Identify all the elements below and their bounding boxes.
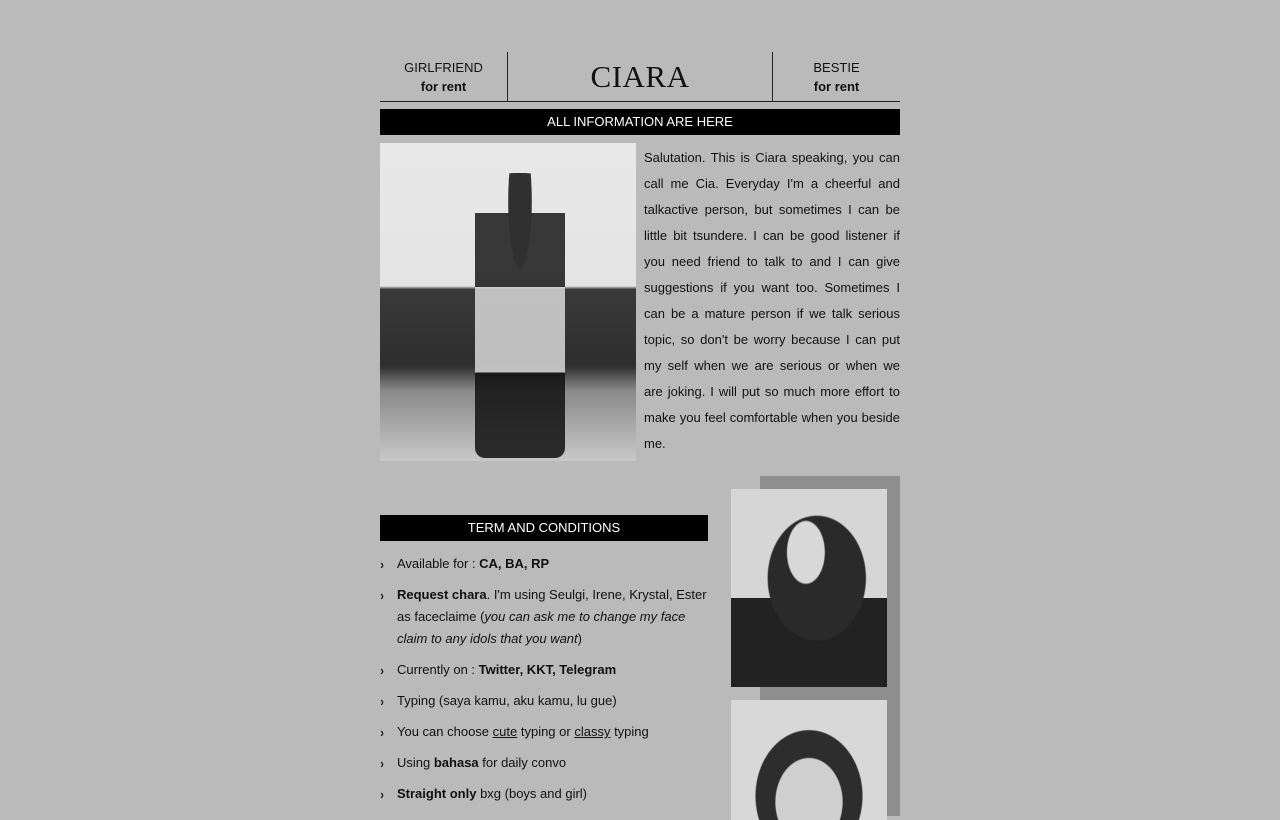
item-bold: Request chara (397, 587, 487, 602)
item-text: Available for : (397, 556, 480, 571)
item-text: ) (577, 631, 582, 646)
profile-photo (380, 143, 636, 461)
girlfriend-label: GIRLFRIEND (404, 60, 483, 75)
header (380, 52, 900, 102)
item-italic: you can ask me to change my face claim to any idols that you want (397, 609, 686, 646)
page (380, 52, 900, 806)
terms-item (380, 783, 708, 805)
chevron-right-icon: › (380, 725, 384, 740)
photo-figure (475, 173, 565, 458)
chevron-right-icon: › (380, 694, 384, 709)
item-bold: Twitter, KKT, Telegram (478, 662, 617, 677)
item-bold: CA, BA, RP (479, 556, 550, 571)
item-text: for daily convo (478, 755, 567, 770)
terms-item (380, 721, 708, 743)
item-bold: Straight only (397, 786, 477, 801)
intro-section (380, 143, 900, 461)
chevron-right-icon: › (380, 557, 384, 572)
chevron-right-icon: › (380, 756, 384, 771)
girlfriend-for-rent: for rent (420, 79, 467, 94)
item-text: typing (610, 724, 649, 739)
bestie-label: BESTIE (813, 60, 860, 75)
header-left-label (380, 52, 508, 101)
chevron-right-icon: › (380, 588, 384, 603)
cute-typing-link[interactable]: cute (492, 724, 518, 739)
terms-item (380, 584, 708, 650)
header-right-label (772, 52, 900, 101)
item-text: . I'm using Seulgi, Irene, Krystal, Ester as faceclaime ( (397, 587, 707, 624)
terms-item (380, 752, 708, 774)
chevron-right-icon: › (380, 787, 384, 802)
faceclaim-photo-1 (731, 489, 887, 687)
item-text: Using (397, 755, 434, 770)
item-bold: bahasa (433, 755, 479, 770)
terms-title: TERM AND CONDITIONS (380, 515, 708, 541)
terms-section (380, 515, 708, 814)
site-title: CIARA (590, 59, 690, 94)
intro-text: Salutation. This is Ciara speaking, you can call me Cia. Everyday I'm a cheerful and talkactive person, but sometimes I can be little bit tsundere. I can be good listener if you need friend to talk to and I can give suggestions if you want too. Sometimes I can be a mature person if we talk serious topic, so don't be worry because I can put my self when we are serious or when we are joking. I will put so much more effort to make you feel comfortable when you beside me. (644, 150, 900, 451)
item-text: Currently on : (397, 662, 479, 677)
item-text: You can choose (397, 724, 493, 739)
lower-section (380, 476, 900, 806)
classy-typing-link[interactable]: classy (574, 724, 611, 739)
item-text: typing or (517, 724, 575, 739)
bestie-for-rent: for rent (813, 79, 860, 94)
terms-item (380, 690, 708, 712)
chevron-right-icon: › (380, 663, 384, 678)
faceclaim-photo-2 (731, 700, 887, 820)
item-text: bxg (boys and girl) (476, 786, 588, 801)
terms-item (380, 553, 708, 575)
info-banner: ALL INFORMATION ARE HERE (380, 109, 900, 135)
terms-item (380, 659, 708, 681)
terms-list (380, 553, 708, 805)
item-text: Typing (saya kamu, aku kamu, lu gue) (397, 693, 617, 708)
